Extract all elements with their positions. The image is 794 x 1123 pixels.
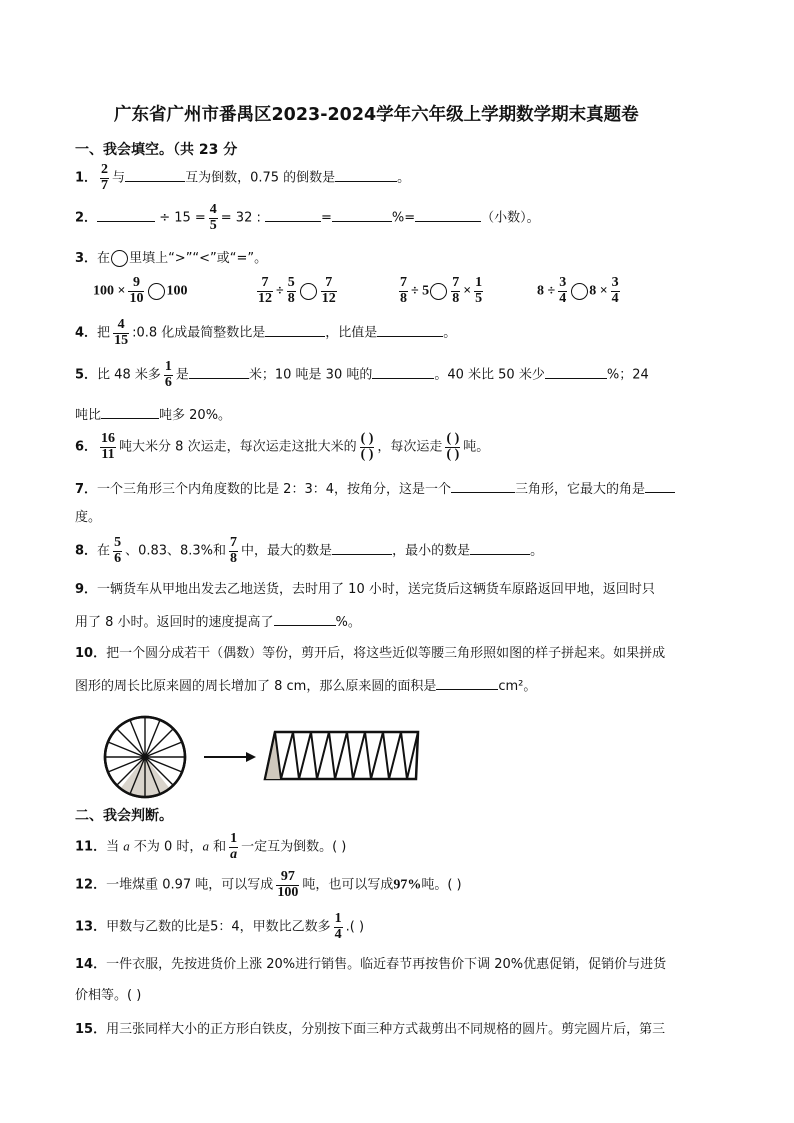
compare-circle[interactable] bbox=[148, 283, 165, 300]
fraction: $\frac{2}{7}$ bbox=[101, 162, 109, 193]
answer-blank[interactable] bbox=[101, 405, 159, 419]
question-9-line-2: 用了 8 小时。返回时的速度提高了 %。 bbox=[75, 612, 361, 631]
question-1: 1． $\frac{2}{7}$ 与 互为倒数，0.75 的倒数是 。 bbox=[75, 162, 411, 193]
compare-expr-1: 100 × $\frac{9}{10}$ 100 bbox=[93, 275, 188, 306]
compare-circle[interactable] bbox=[111, 250, 128, 267]
question-14: 14．一件衣服，先按进货价上涨 20%进行销售。临近春节再按售价下调 20%优惠促销，促销价与进货 bbox=[75, 957, 667, 972]
question-11: 11．当 a 不为 0 时，a 和 $\frac{1}{a}$ 一定互为倒数。( ) bbox=[75, 831, 347, 862]
compare-circle[interactable] bbox=[300, 283, 317, 300]
question-12: 12．一堆煤重 0.97 吨，可以写成 $\frac{97}{100}$ 吨，也可以写成97%吨。( ) bbox=[75, 869, 462, 900]
answer-blank[interactable] bbox=[265, 208, 321, 222]
answer-blank[interactable] bbox=[545, 365, 607, 379]
answer-blank[interactable] bbox=[332, 208, 392, 222]
answer-blank[interactable] bbox=[470, 541, 530, 555]
answer-blank[interactable] bbox=[377, 323, 443, 337]
answer-blank[interactable] bbox=[372, 365, 434, 379]
fraction: $\frac{4}{5}$ bbox=[209, 202, 217, 233]
question-8: 8．在 $\frac{5}{6}$ 、0.83、8.3%和 $\frac{7}{8}$ 中，最大的数是 ，最小的数是 。 bbox=[75, 535, 544, 566]
answer-blank[interactable] bbox=[335, 168, 397, 182]
answer-blank[interactable] bbox=[125, 168, 185, 182]
question-5-line-2: 吨比 吨多 20%。 bbox=[75, 405, 231, 424]
question-15: 15．用三张同样大小的正方形白铁皮，分别按下面三种方式裁剪出不同规格的圆片。剪完圆片后，第三 bbox=[75, 1022, 666, 1037]
question-9: 9．一辆货车从甲地出发去乙地送货，去时用了 10 小时，送完货后这辆货车原路返回甲地，返回时只 bbox=[75, 582, 655, 597]
compare-circle[interactable] bbox=[430, 283, 447, 300]
answer-blank[interactable] bbox=[436, 676, 498, 690]
question-7-line-2: 度。 bbox=[75, 510, 102, 525]
rearranged-parallelogram bbox=[265, 732, 418, 779]
question-5: 5．比 48 米多 $\frac{1}{6}$ 是 米；10 吨是 30 吨的 。40 米比 50 米少 %；24 bbox=[75, 359, 649, 390]
compare-expr-4: 8 ÷ $\frac{3}{4}$ 8 × $\frac{3}{4}$ bbox=[537, 275, 619, 306]
answer-blank[interactable] bbox=[189, 365, 249, 379]
question-4: 4．把 $\frac{4}{15}$ :0.8 化成最简整数比是 ，比值是 。 bbox=[75, 317, 457, 348]
section-heading-fill: 一、我会填空。（共 23 分 bbox=[75, 142, 238, 158]
question-10: 10．把一个圆分成若干（偶数）等份，剪开后，将这些近似等腰三角形照如图的样子拼起来。如果拼成 bbox=[75, 646, 666, 661]
arrow-icon bbox=[204, 752, 256, 762]
divided-circle bbox=[105, 717, 185, 798]
compare-expr-3: $\frac{7}{8}$ ÷ 5 $\frac{7}{8}$ × $\frac{1}{5}$ bbox=[400, 275, 483, 306]
answer-blank[interactable] bbox=[265, 323, 325, 337]
question-3: 3．在 里填上“>”“<”或“=”。 bbox=[75, 251, 268, 266]
answer-blank[interactable] bbox=[645, 479, 675, 493]
question-7: 7．一个三角形三个内角度数的比是 2：3：4，按角分，这是一个 三角形，它最大的角是 bbox=[75, 479, 675, 498]
question-10-line-2: 图形的周长比原来圆的周长增加了 8 cm，那么原来圆的面积是 cm²。 bbox=[75, 676, 536, 695]
circle-to-parallelogram-figure bbox=[100, 712, 430, 802]
section-heading-judge: 二、我会判断。 bbox=[75, 808, 173, 824]
compare-circle[interactable] bbox=[571, 283, 588, 300]
question-14-line-2: 价相等。( ) bbox=[75, 988, 142, 1003]
answer-blank[interactable] bbox=[415, 208, 481, 222]
paren-fraction-blank[interactable]: $\frac{( )}{( )}$ bbox=[446, 431, 460, 462]
question-13: 13．甲数与乙数的比是5：4，甲数比乙数多 $\frac{1}{4}$ .( ) bbox=[75, 911, 365, 942]
answer-blank[interactable] bbox=[451, 479, 515, 493]
answer-blank[interactable] bbox=[332, 541, 392, 555]
answer-blank[interactable] bbox=[97, 208, 155, 222]
question-6: 6． $\frac{16}{11}$ 吨大米分 8 次运走，每次运走这批大米的 $\frac{( )}{( )}$ ，每次运走 $\frac{( )}{( )}$ 吨。 bbox=[75, 431, 490, 462]
answer-blank[interactable] bbox=[274, 612, 336, 626]
compare-expr-2: $\frac{7}{12}$ ÷ $\frac{5}{8}$ $\frac{7}{12}$ bbox=[258, 275, 336, 306]
page-title: 广东省广州市番禺区2023-2024学年六年级上学期数学期末真题卷 bbox=[114, 105, 639, 125]
question-2: 2． ÷ 15 = $\frac{4}{5}$ = 32 : = %= （小数）。 bbox=[75, 202, 540, 233]
paren-fraction-blank[interactable]: $\frac{( )}{( )}$ bbox=[360, 431, 374, 462]
